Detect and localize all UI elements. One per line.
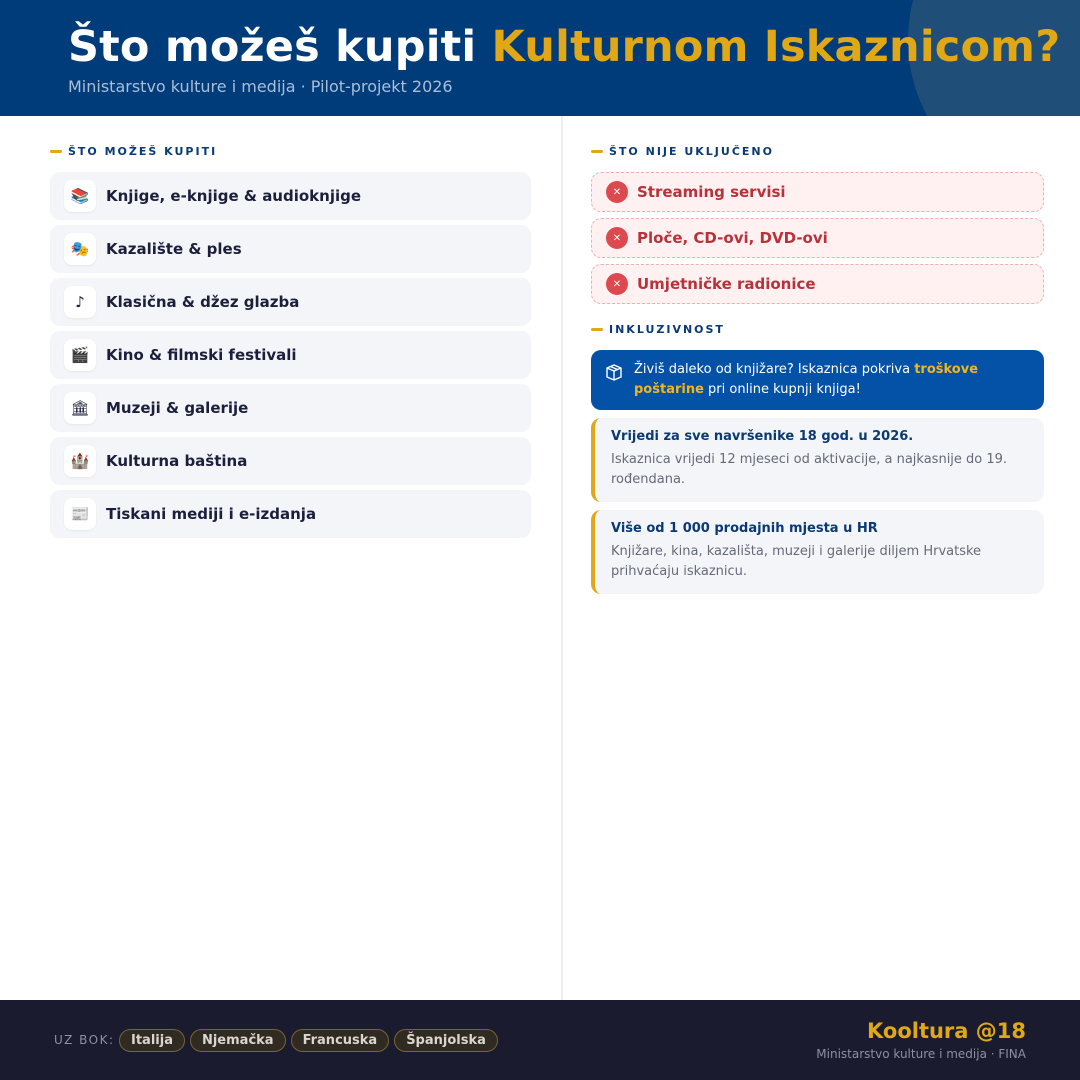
promo-text-after: pri online kupnji knjiga! <box>703 382 861 397</box>
shipping-promo-banner <box>591 350 1044 410</box>
x-icon: ✕ <box>606 227 628 249</box>
page-title <box>68 22 1060 72</box>
section-dash <box>50 150 62 153</box>
page-subtitle: Ministarstvo kulture i medija · Pilot-projekt 2026 <box>68 77 453 96</box>
brand-subtitle: Ministarstvo kulture i medija · FINA <box>816 1047 1026 1061</box>
inclusivity-section-title <box>591 323 725 336</box>
included-item-label: Kulturna baština <box>106 452 248 470</box>
included-item-heritage <box>50 437 531 485</box>
included-item-label: Tiskani mediji i e-izdanja <box>106 505 317 523</box>
footer <box>0 1000 1080 1080</box>
book-icon: 📚 <box>64 180 96 212</box>
included-item-theater <box>50 225 531 273</box>
included-item-label: Muzeji & galerije <box>106 399 249 417</box>
info-card-eligibility <box>591 418 1044 502</box>
music-note-icon: ♪ <box>64 286 96 318</box>
included-item-label: Knjige, e-knjige & audioknjige <box>106 187 362 205</box>
included-item-museums <box>50 384 531 432</box>
excluded-section-title <box>591 145 774 158</box>
promo-highlight: troškove poštarine <box>634 362 979 397</box>
excluded-item-workshops <box>591 264 1044 304</box>
included-item-print-media <box>50 490 531 538</box>
info-card-title: Više od 1 000 prodajnih mjesta u HR <box>611 521 878 536</box>
title-part-1: Što možeš kupiti <box>68 22 477 72</box>
promo-text-before: Živiš daleko od knjižare? Iskaznica pokriva <box>634 362 915 377</box>
included-item-label: Klasična & džez glazba <box>106 293 300 311</box>
included-list <box>50 172 531 543</box>
excluded-item-records <box>591 218 1044 258</box>
included-section-label: ŠTO MOŽEŠ KUPITI <box>68 145 218 158</box>
info-card-title: Vrijedi za sve navršenike 18 god. u 2026. <box>611 429 914 444</box>
newspaper-icon: 📰 <box>64 498 96 530</box>
included-item-label: Kazalište & ples <box>106 240 242 258</box>
excluded-item-label: Streaming servisi <box>637 183 786 201</box>
info-card-description: Knjižare, kina, kazališta, muzeji i galerije diljem Hrvatske prihvaćaju iskaznicu. <box>611 544 982 579</box>
inclusivity-section-label: INKLUZIVNOST <box>609 323 725 336</box>
x-icon: ✕ <box>606 181 628 203</box>
country-tags <box>119 1029 503 1052</box>
info-card-description: Iskaznica vrijedi 12 mjeseci od aktivacije, a najkasnije do 19. rođendana. <box>611 452 1008 487</box>
title-part-2: Kulturnom Iskaznicom? <box>491 22 1061 72</box>
section-dash <box>591 150 603 153</box>
included-section-title <box>50 145 217 158</box>
excluded-list <box>591 172 1044 310</box>
clapperboard-icon: 🎬 <box>64 339 96 371</box>
header-banner <box>0 0 1080 116</box>
country-tag-italy: Italija <box>119 1029 185 1052</box>
package-icon <box>605 362 623 387</box>
excluded-item-label: Umjetničke radionice <box>637 275 816 293</box>
included-item-music <box>50 278 531 326</box>
column-divider <box>561 116 563 1000</box>
included-item-books <box>50 172 531 220</box>
section-dash <box>591 328 603 331</box>
excluded-item-streaming <box>591 172 1044 212</box>
castle-icon: 🏰 <box>64 445 96 477</box>
info-card-locations <box>591 510 1044 594</box>
country-tag-france: Francuska <box>291 1029 390 1052</box>
country-tag-spain: Španjolska <box>394 1029 498 1052</box>
included-item-label: Kino & filmski festivali <box>106 346 297 364</box>
brand-name: Kooltura @18 <box>866 1019 1026 1043</box>
x-icon: ✕ <box>606 273 628 295</box>
museum-icon: 🏛 <box>64 392 96 424</box>
excluded-section-label: ŠTO NIJE UKLJUČENO <box>609 145 774 158</box>
footer-label: UZ BOK: <box>54 1033 115 1047</box>
country-tag-germany: Njemačka <box>190 1029 286 1052</box>
included-item-cinema <box>50 331 531 379</box>
theater-masks-icon: 🎭 <box>64 233 96 265</box>
shipping-promo-text <box>634 360 1024 400</box>
excluded-item-label: Ploče, CD-ovi, DVD-ovi <box>637 229 828 247</box>
